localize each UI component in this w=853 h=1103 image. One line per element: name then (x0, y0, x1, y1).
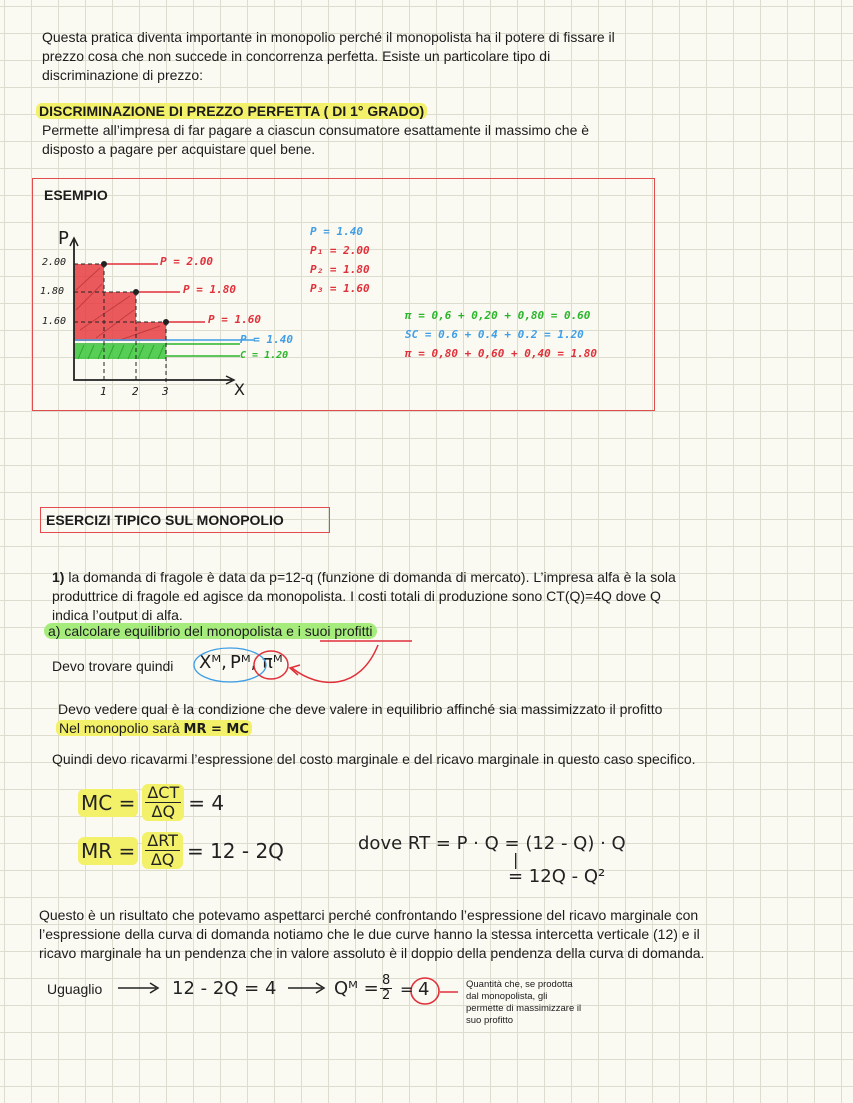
unknown-x: Xᴹ, (199, 652, 227, 673)
x-axis-label: X (234, 380, 245, 399)
qm-note (466, 979, 581, 1027)
note-line: dal monopolista, gli (466, 991, 548, 1002)
rt-formula-line2: = 12Q - Q² (508, 866, 606, 887)
mc-denominator: ΔQ (151, 802, 176, 821)
equation: 12 - 2Q = 4 (172, 978, 277, 999)
x-tick: 2 (132, 385, 139, 398)
graph-label: P = 2.00 (160, 255, 213, 268)
qm-fraction (380, 974, 392, 1003)
esercizi-heading: ESERCIZI TIPICO SUL MONOPOLIO (40, 507, 330, 533)
intro-line: Questa pratica diventa importante in monopolio perché il monopolista ha il potere di fissare il (42, 29, 615, 45)
y-tick: 1.60 (42, 316, 67, 327)
unknown-p: Pᴹ, (230, 652, 257, 673)
problem-line: produttrice di fragole ed agisce da monopolista. I costi totali di produzione sono CT(Q)=4Q dove Q (52, 588, 661, 604)
pd-line: Permette all’impresa di far pagare a ciascun consumatore esattamente il massimo che è (42, 122, 590, 138)
y-axis-label: P (58, 228, 69, 249)
y-tick: 2.00 (42, 257, 67, 268)
uguaglio-label: Uguaglio (47, 981, 103, 997)
qm-equals: = (400, 980, 414, 999)
mr-mc: MR = MC (183, 722, 249, 737)
graph-label: C = 1.20 (240, 350, 289, 361)
problem-line-text: la domanda di fragole è data da p=12-q (funzione di domanda di mercato). L’impresa alfa è la sola (64, 569, 676, 585)
mc-lhs: MC = (78, 789, 138, 817)
calc-line: π = 0,6 + 0,20 + 0,80 = 0.60 (405, 309, 591, 322)
mc-rhs: = 4 (188, 790, 225, 815)
qm-label: Qᴹ = (334, 978, 379, 999)
calc-line: π = 0,80 + 0,60 + 0,40 = 1.80 (405, 347, 598, 360)
note-line: suo profitto (466, 1015, 513, 1026)
price-item: P₃ = 1.60 (310, 282, 370, 295)
price-item: P₂ = 1.80 (310, 263, 370, 276)
mr-denominator: ΔQ (150, 850, 175, 869)
heading-highlight: DISCRIMINAZIONE DI PREZZO PERFETTA ( DI 1° GRADO) (36, 103, 427, 119)
graph-label: P = 1.80 (183, 283, 236, 296)
quindi-line: Quindi devo ricavarmi l’espressione del costo marginale e del ricavo marginale in questo caso specifico. (52, 751, 696, 767)
esempio-title: ESEMPIO (44, 187, 108, 203)
intro-line: discriminazione di prezzo: (42, 67, 204, 83)
calc-line: SC = 0.6 + 0.4 + 0.2 = 1.20 (405, 328, 584, 341)
task-a-highlight: a) calcolare equilibrio del monopolista e i suoi profitti (44, 623, 377, 639)
mr-numerator: ΔRT (147, 831, 178, 850)
note-line: permette di massimizzare il (466, 1003, 582, 1014)
graph-label: P = 1.40 (240, 333, 293, 346)
qm-numerator: 8 (382, 973, 391, 988)
mr-rhs: = 12 - 2Q (186, 838, 284, 863)
conclusion-line: ricavo marginale ha un pendenza che in valore assoluto è il doppio della pendenza della curva di domanda. (39, 945, 705, 961)
problem-line: indica l’output di alfa. (52, 607, 183, 623)
graph-label: P = 1.60 (208, 313, 261, 326)
pd-line: disposto a pagare per acquistare quel bene. (42, 141, 316, 157)
conclusion-line: Questo è un risultato che potevamo aspettarci perché confrontando l’espressione del ricavo marginale con (39, 907, 699, 923)
x-tick: 3 (162, 385, 169, 398)
price-item: P₁ = 2.00 (310, 244, 370, 257)
unknown-pi: πᴹ (262, 652, 283, 673)
intro-line: prezzo cosa che non succede in concorrenza perfetta. Esiste un particolare tipo di (42, 48, 551, 64)
nel-monopolio-text: Nel monopolio sarà (59, 720, 180, 736)
condition-line: Devo vedere qual è la condizione che deve valere in equilibrio affinché sia massimizzato il profitto (58, 701, 663, 717)
problem-number: 1) (52, 569, 65, 585)
price-item: P = 1.40 (310, 225, 363, 238)
note-line: Quantità che, se prodotta (466, 979, 573, 990)
rt-formula-line1: dove RT = P · Q = (12 - Q) · Q (358, 833, 626, 854)
y-tick: 1.80 (40, 286, 65, 297)
qm-denominator: 2 (382, 988, 391, 1003)
x-tick: 1 (100, 385, 107, 398)
qm-result: 4 (418, 979, 430, 1000)
conclusion-line: l’espressione della curva di domanda notiamo che le due curve hanno la stessa intercetta verticale (12) e il (39, 926, 700, 942)
rt-connector: | (513, 850, 519, 869)
mc-numerator: ΔCT (147, 783, 180, 802)
devo-trovare-label: Devo trovare quindi (52, 658, 174, 674)
mr-lhs: MR = (78, 837, 138, 865)
